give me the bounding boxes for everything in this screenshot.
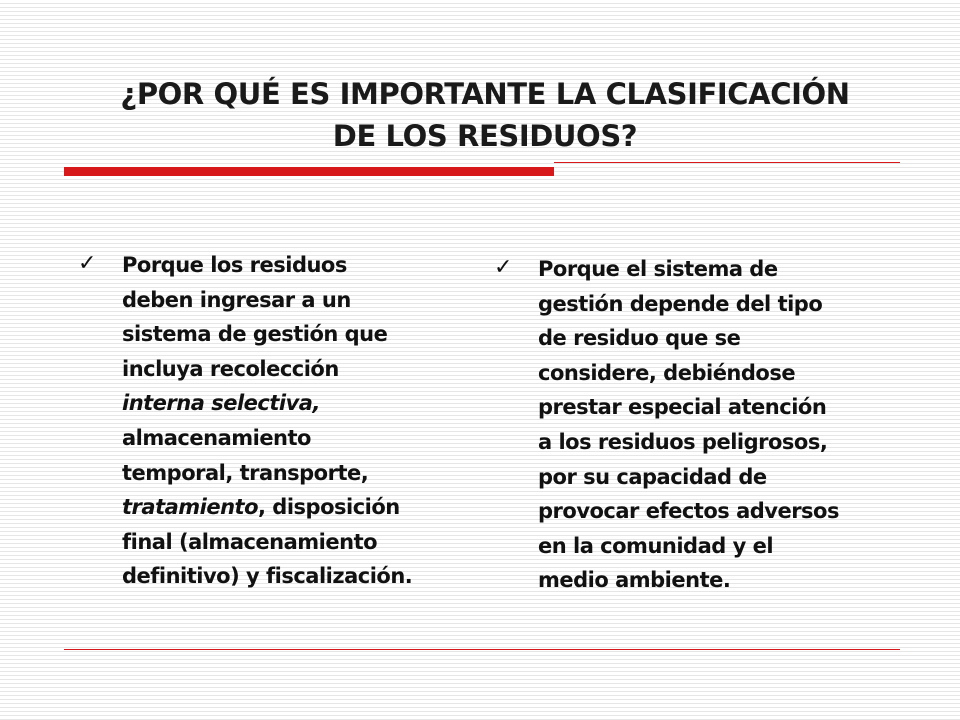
slide-title xyxy=(60,73,910,157)
bullet-right-text xyxy=(538,252,890,598)
italic-word: tratamiento xyxy=(122,495,259,520)
bullet-left-line: Porque los residuos xyxy=(122,253,347,277)
bullet-right-line: de residuo que se xyxy=(538,326,741,351)
bullet-left-line-rest: , disposición xyxy=(258,495,400,520)
bullet-left-text xyxy=(122,248,462,594)
bullet-right-line: Porque el sistema de xyxy=(538,257,778,281)
bullet-left-line-italic: interna selectiva, xyxy=(122,391,320,416)
bullet-left-line: incluya recolección xyxy=(122,356,339,381)
bullet-left-line: temporal, transporte, xyxy=(122,460,369,485)
bullet-right-line: provocar efectos adversos xyxy=(538,499,839,524)
footer-divider xyxy=(64,649,900,650)
bullet-right-line: por su capacidad de xyxy=(538,464,767,489)
bullet-right-line: prestar especial atención xyxy=(538,395,827,420)
bullet-left-line: final (almacenamiento xyxy=(122,529,378,554)
bullet-right-line: a los residuos peligrosos, xyxy=(538,429,828,454)
title-underline-thick xyxy=(64,167,554,176)
bullet-right-line: gestión depende del tipo xyxy=(538,291,823,316)
title-underline-thin xyxy=(554,162,900,163)
checkmark-icon: ✓ xyxy=(78,251,97,276)
bullet-left-line: deben ingresar a un xyxy=(122,287,351,312)
bullet-right-line: considere, debiéndose xyxy=(538,360,796,385)
title-line-1: ¿POR QUÉ ES IMPORTANTE LA CLASIFICACIÓN xyxy=(120,77,850,112)
bullet-right-line: en la comunidad y el xyxy=(538,533,774,558)
checkmark-icon: ✓ xyxy=(494,255,513,280)
bullet-left-line: almacenamiento xyxy=(122,425,311,450)
bullet-left-line: sistema de gestión que xyxy=(122,322,388,347)
bullet-left-line: definitivo) y fiscalización. xyxy=(122,564,413,589)
bullet-left-line-mixed xyxy=(122,490,462,525)
bullet-right-line: medio ambiente. xyxy=(538,568,731,593)
title-line-2: DE LOS RESIDUOS? xyxy=(332,119,638,154)
